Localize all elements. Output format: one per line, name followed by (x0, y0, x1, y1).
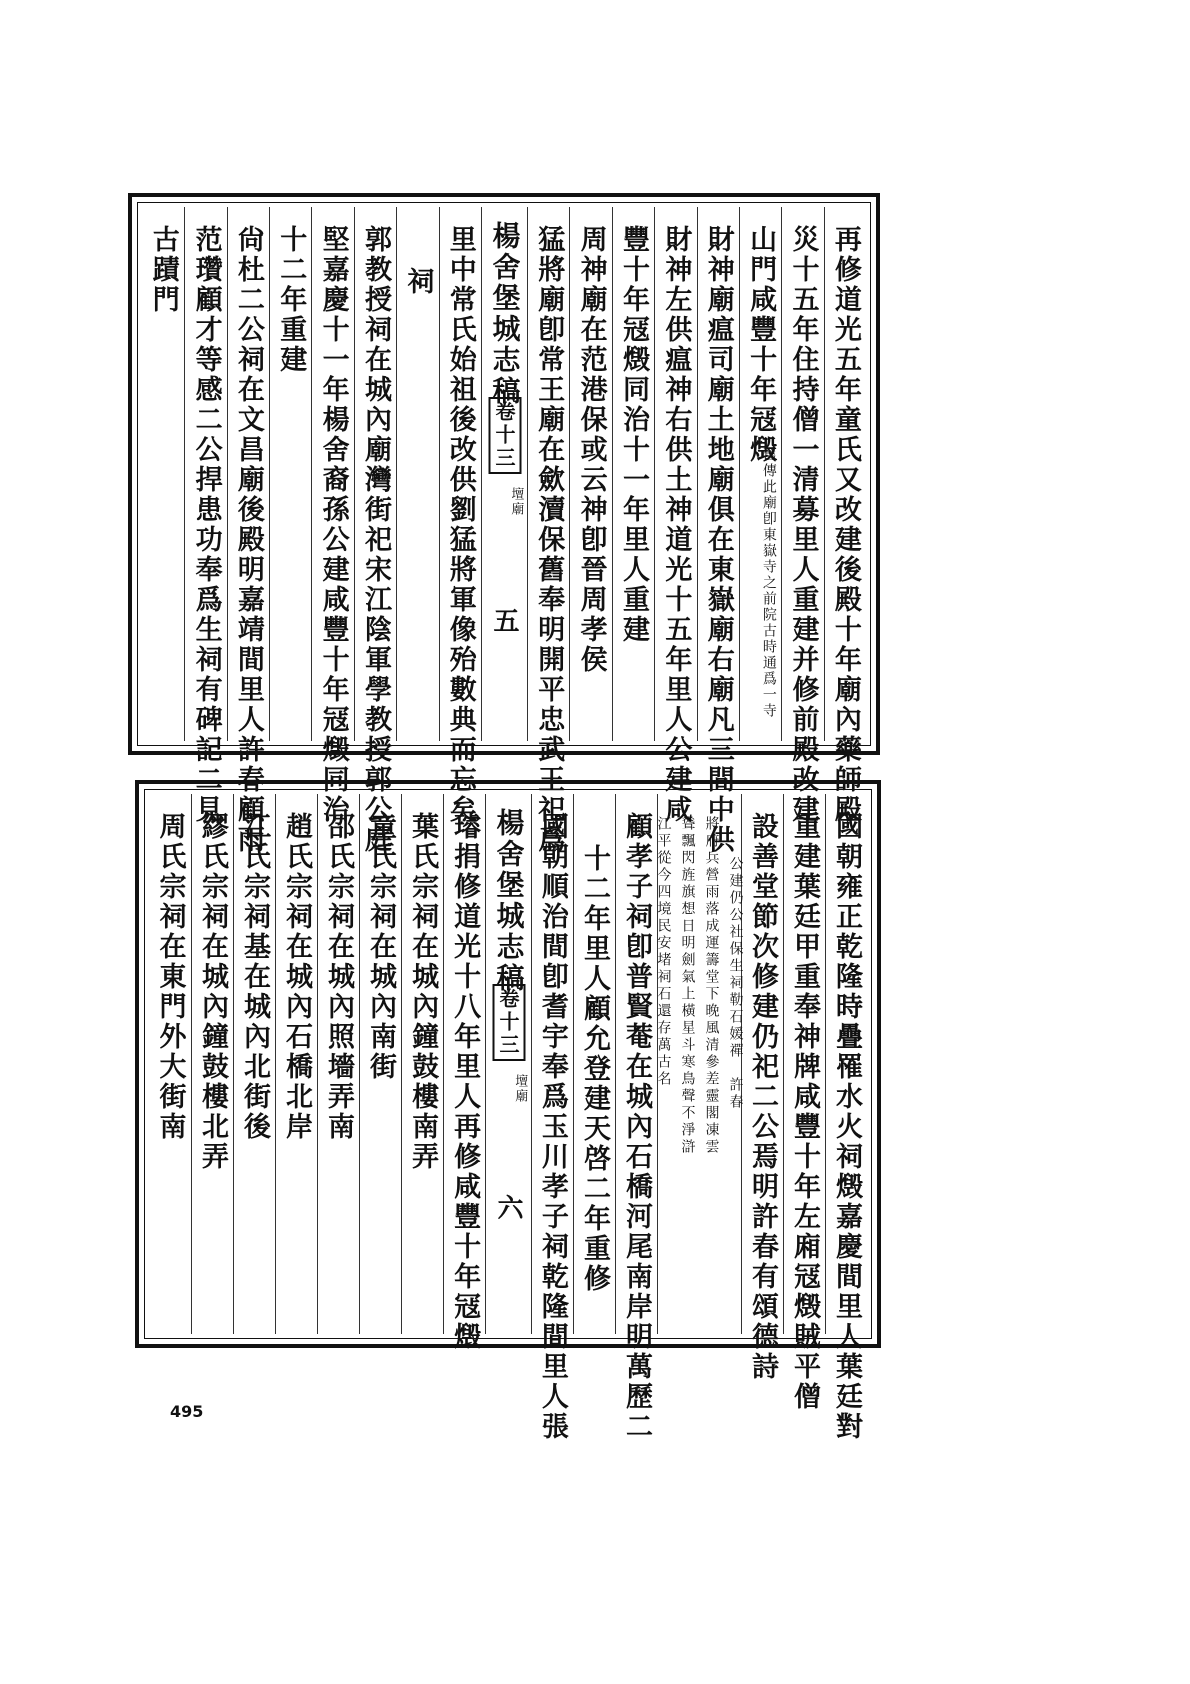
text-line: 十二年里人顧允登建天啓二年重修 (578, 844, 610, 1294)
text-column (824, 207, 866, 825)
text-column (401, 794, 443, 1334)
text-column (569, 207, 611, 741)
text-column (317, 794, 359, 1334)
section-label: 壇廟 (508, 487, 524, 517)
text-line: 設善堂節次修建仍祀二公焉明許春有頌德詩 (746, 812, 778, 1382)
text-column (354, 207, 396, 855)
text-line: 里中常氏始祖後改供劉猛將軍像殆數典而忘矣 (444, 225, 476, 825)
text-column (781, 207, 823, 825)
poem-line: 將府兵營雨落成運籌堂下晚風清參差靈閣凍雲 (703, 816, 720, 1156)
text-column (142, 207, 184, 741)
text-column (615, 794, 657, 1442)
book-title: 楊舍堡城志稿 (488, 221, 522, 407)
text-column (227, 207, 269, 855)
text-column (149, 794, 191, 1334)
text-line: 江氏宗祠基在城內北街後 (239, 812, 270, 1142)
book-title: 楊舍堡城志稿 (492, 808, 526, 994)
text-column (439, 207, 481, 825)
poem-line: 聳飄閃旌旗想日明劍氣上橫星斗寒鳥聲不淨滸 (679, 816, 696, 1156)
text-column (783, 794, 825, 1412)
juan-label: 卷十三 (488, 397, 521, 474)
text-column (184, 207, 226, 825)
text-line: 山門咸豐十年冦燬 (745, 225, 777, 465)
text-column (275, 794, 317, 1334)
text-line: 財神左供瘟神右供土神道光十五年里人公建咸 (660, 225, 692, 825)
text-line: 葉氏宗祠在城內鐘鼓樓南弄 (407, 812, 439, 1172)
text-line: 周神廟在范港保或云神卽晉周孝侯 (575, 225, 607, 675)
text-column (396, 207, 438, 741)
text-column (654, 207, 696, 825)
text-line: 猛將廟卽常王廟在歛瀆保舊奉明開平忠武王祀爲 (533, 225, 565, 855)
poem-line: 公建仍公社保生祠勒石媛禪 許春 (727, 856, 744, 1111)
text-line: 重建葉廷甲重奉神牌咸豐十年左廂冦燬賊平僧 (788, 812, 820, 1412)
upper-page-frame (128, 193, 880, 855)
text-line: 周氏宗祠在東門外大街南 (154, 812, 186, 1142)
text-column (233, 794, 275, 1334)
text-line: 十二年重建 (275, 225, 307, 375)
text-line: 祠 (402, 267, 434, 297)
text-column (825, 794, 867, 1442)
section-label: 壇廟 (512, 1074, 528, 1104)
text-column (573, 794, 615, 1334)
text-column (191, 794, 233, 1334)
text-line: 再修道光五年童氏又改建後殿十年廟內藥師殿 (829, 225, 861, 825)
center-margin (481, 207, 527, 741)
text-line: 邵氏宗祠在城內照墻弄南 (323, 812, 355, 1142)
text-column (359, 794, 401, 1334)
text-column (739, 207, 781, 741)
text-line: 趙氏宗祠在城內石橋北岸 (281, 812, 313, 1142)
text-line: 范瓚顧才等感二公捍患功奉爲生祠有碑記二見 (190, 225, 222, 825)
text-line: 國朝順治間卽耆宇奉爲玉川孝子祠乾隆間里人張 (536, 812, 568, 1442)
text-line: 童氏宗祠在城內南街 (365, 812, 397, 1082)
leaf-number: 六 (493, 1194, 523, 1223)
text-column (697, 207, 739, 855)
text-line: 尙杜二公祠在文昌廟後殿明嘉靖間里人許春顧雨 (232, 225, 264, 855)
juan-label: 卷十三 (492, 984, 525, 1061)
text-column (531, 794, 573, 1442)
text-line: 繆氏宗祠在城內鐘鼓樓北弄 (196, 812, 228, 1172)
text-column (311, 207, 353, 825)
upper-page-columns (142, 207, 866, 855)
text-column (612, 207, 654, 741)
text-line: 災十五年住持僧一清募里人重建并修前殿改建 (787, 225, 819, 825)
text-line: 國朝雍正乾隆時疊罹水火祠燬嘉慶間里人葉廷對 (830, 812, 862, 1442)
leaf-number: 五 (489, 607, 520, 636)
text-column (527, 207, 569, 855)
text-line: 古蹟門 (147, 225, 179, 315)
text-column (741, 794, 783, 1382)
poem-column (655, 794, 744, 1334)
text-column (269, 207, 311, 741)
text-line: 財神廟瘟司廟土地廟俱在東嶽廟右廟凡三間中供 (702, 225, 734, 855)
text-line: 豐十年冦燬同治十一年里人重建 (618, 225, 650, 645)
text-line: 璿捐修道光十八年里人再修咸豐十年冦燬 (449, 812, 481, 1352)
annotation-note: 舊傳此廟卽東嶽寺之前院古時通爲一寺 (760, 447, 777, 719)
poem-line: 江平從今四境民安堵祠石還存萬古名 (655, 816, 672, 1088)
page-number: 495 (170, 1402, 204, 1421)
text-column (443, 794, 485, 1352)
text-line: 顧孝子祠卽普賢菴在城內石橋河尾南岸明萬歷二 (620, 812, 652, 1442)
poem-block (653, 816, 745, 1156)
text-line: 郭教授祠在城內廟灣街祀宋江陰軍學教授郭公庭 (360, 225, 391, 855)
text-line: 堅嘉慶十一年楊舍裔孫公建咸豐十年冦燬同治 (317, 225, 349, 825)
center-margin (485, 794, 531, 1334)
